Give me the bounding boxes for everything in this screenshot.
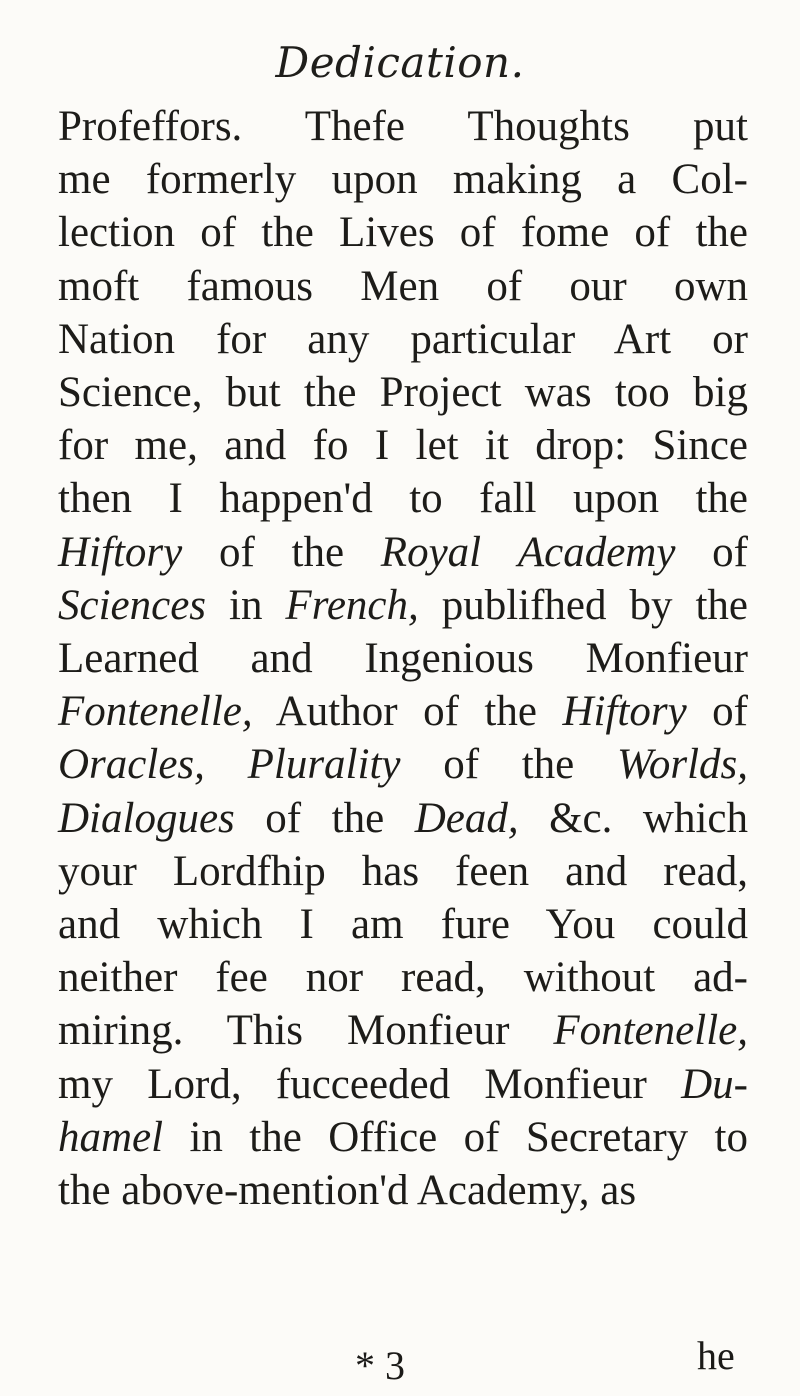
text-line: neither fee nor read, without ad-	[58, 954, 748, 1002]
text-line: for me, and fo I let it drop: Since	[58, 422, 748, 470]
text-line: Profeffors. Thefe Thoughts put	[58, 103, 748, 150]
text-line: Sciences in French, publifhed by the	[58, 581, 748, 629]
text-line: Learned and Ingenious Monfieur	[58, 635, 748, 683]
text-line: hamel in the Office of Secretary to	[58, 1113, 748, 1161]
text-line: then I happen'd to fall upon the	[58, 475, 748, 523]
dedication-text	[58, 100, 748, 1217]
text-line: moft famous Men of our own	[58, 262, 748, 310]
text-line: me formerly upon making a Col-	[58, 156, 748, 204]
text-line: Dialogues of the Dead, &c. which	[58, 794, 748, 842]
text-line: my Lord, fucceeded Monfieur Du-	[58, 1060, 748, 1108]
text-line: lection of the Lives of fome of the	[58, 209, 748, 257]
text-line: Nation for any particular Art or	[58, 315, 748, 363]
text-line: the above-mention'd Academy, as	[58, 1167, 637, 1215]
text-line: Oracles, Plurality of the Worlds,	[58, 741, 749, 789]
page-footer	[0, 1333, 800, 1392]
text-line: Fontenelle, Author of the Hiftory of	[58, 688, 748, 736]
running-head: Dedication.	[275, 38, 525, 87]
signature-mark: * 3	[355, 1343, 405, 1388]
catchword: he	[697, 1333, 735, 1378]
text-line: your Lordfhip has feen and read,	[58, 847, 748, 895]
text-line: Science, but the Project was too big	[58, 369, 748, 417]
text-line: Hiftory of the Royal Academy of	[58, 528, 748, 576]
text-line: miring. This Monfieur Fontenelle,	[58, 1007, 748, 1055]
text-line: and which I am fure You could	[58, 901, 748, 949]
